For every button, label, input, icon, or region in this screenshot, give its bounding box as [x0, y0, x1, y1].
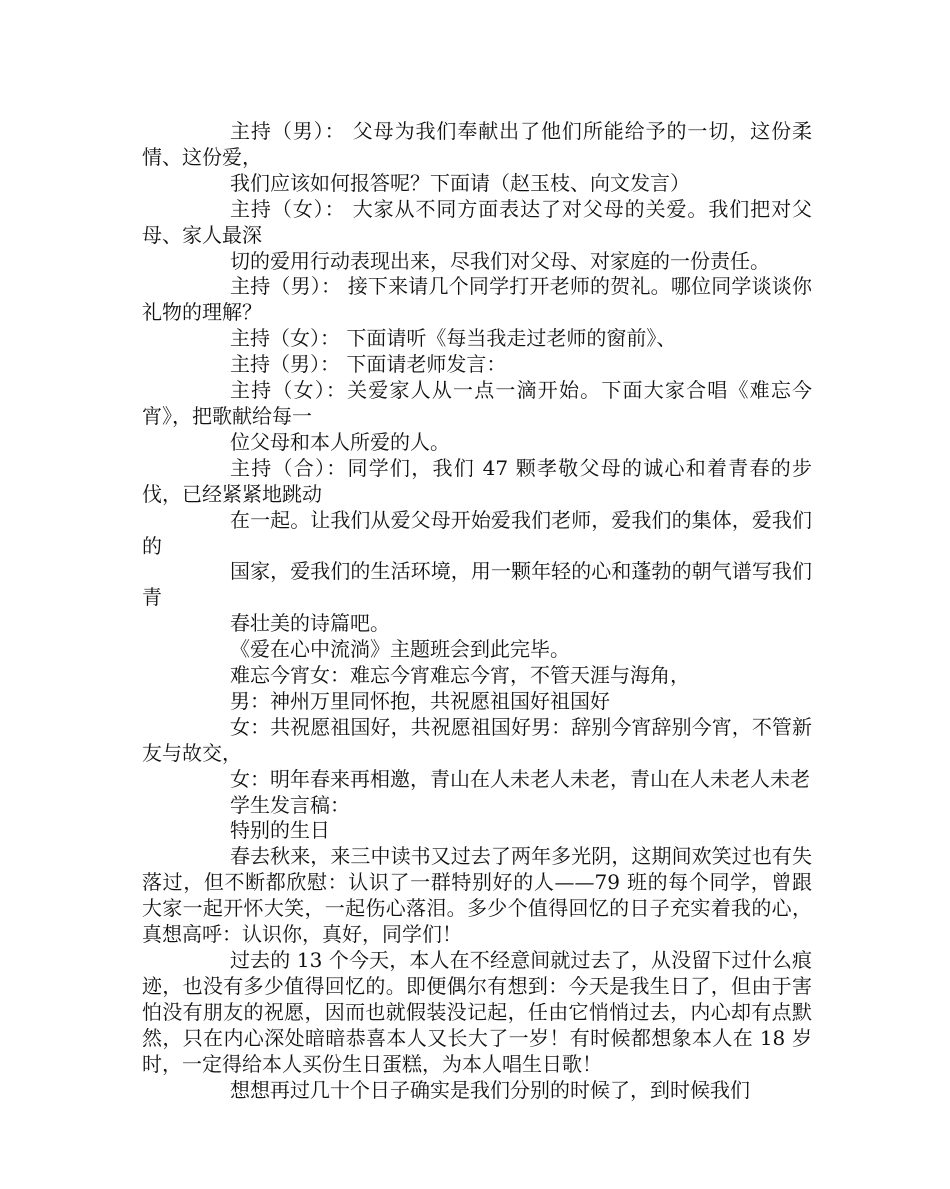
paragraph-poem: 春壮美的诗篇吧。 [230, 611, 390, 636]
paragraph-host-female-3: 主持（女）：关爱家人从一点一滴开始。下面大家合唱《难忘今宵》，把歌献给每一 [142, 378, 812, 428]
paragraph-responsibility: 切的爱用行动表现出来，尽我们对父母、对家庭的一份责任。 [230, 248, 770, 273]
paragraph-host-together: 主持（合）：同学们，我们 47 颗孝敬父母的诚心和着青春的步伐，已经紧紧地跳动 [142, 455, 812, 506]
paragraph-host-male-3: 主持（男）： 下面请老师发言： [230, 352, 507, 377]
paragraph-host-female-2: 主持（女）： 下面请听《每当我走过老师的窗前》、 [230, 326, 677, 351]
paragraph-speech-body-3: 想想再过几十个日子确实是我们分别的时候了，到时候我们 [230, 1077, 750, 1102]
paragraph-love-teachers: 在一起。让我们从爱父母开始爱我们老师，爱我们的集体，爱我们的 [142, 507, 812, 558]
paragraph-reply-request: 我们应该如何报答呢？下面请（赵玉枝、向文发言） [230, 170, 690, 195]
paragraph-speech-title: 特别的生日 [230, 818, 330, 843]
paragraph-lyrics-2: 男：神州万里同怀抱，共祝愿祖国好祖国好 [230, 688, 610, 713]
paragraph-love-country: 国家，爱我们的生活环境，用一颗年轻的心和蓬勃的朝气谱写我们青 [142, 559, 812, 610]
paragraph-host-male-2: 主持（男）： 接下来请几个同学打开老师的贺礼。哪位同学谈谈你礼物的理解？ [142, 274, 812, 325]
paragraph-lyrics-1: 难忘今宵女：难忘今宵难忘今宵，不管天涯与海角， [230, 663, 690, 688]
document-page [142, 119, 812, 1103]
paragraph-speech-body-1: 春去秋来，来三中读书又过去了两年多光阴，这期间欢笑过也有失落过，但不断都欣慰：认识了一群特别好的人——79 班的每个同学，曾跟大家一起开怀大笑，一起伤心落泪。多少个值得回忆的日子充实着我的心，真想高呼：认识你，真好，同学们！ [142, 844, 812, 947]
paragraph-host-male-1: 主持（男）： 父母为我们奉献出了他们所能给予的一切，这份柔情、这份爱， [142, 119, 812, 169]
paragraph-song-dedication: 位父母和本人所爱的人。 [230, 429, 450, 454]
paragraph-meeting-end: 《爱在心中流淌》主题班会到此完毕。 [230, 637, 570, 662]
paragraph-speech-heading: 学生发言稿： [230, 792, 350, 817]
paragraph-host-female-1: 主持（女）： 大家从不同方面表达了对父母的关爱。我们把对父母、家人最深 [142, 196, 812, 247]
paragraph-lyrics-3: 女：共祝愿祖国好，共祝愿祖国好男：辞别今宵辞别今宵，不管新友与故交， [142, 714, 812, 765]
paragraph-speech-body-2: 过去的 13 个今天，本人在不经意间就过去了，从没留下过什么痕迹，也没有多少值得回忆的。即便偶尔有想到：今天是我生日了，但由于害怕没有朋友的祝愿，因而也就假装没记起，任由它悄悄过去，内心却有点默然，只在内心深处暗暗恭喜本人又长大了一岁！有时候都想象本人在 18 岁时，一定得给本人买份生日蛋糕，为本人唱生日歌！ [142, 948, 812, 1076]
paragraph-lyrics-4: 女：明年春来再相邀，青山在人未老人未老，青山在人未老人未老 [230, 766, 810, 791]
